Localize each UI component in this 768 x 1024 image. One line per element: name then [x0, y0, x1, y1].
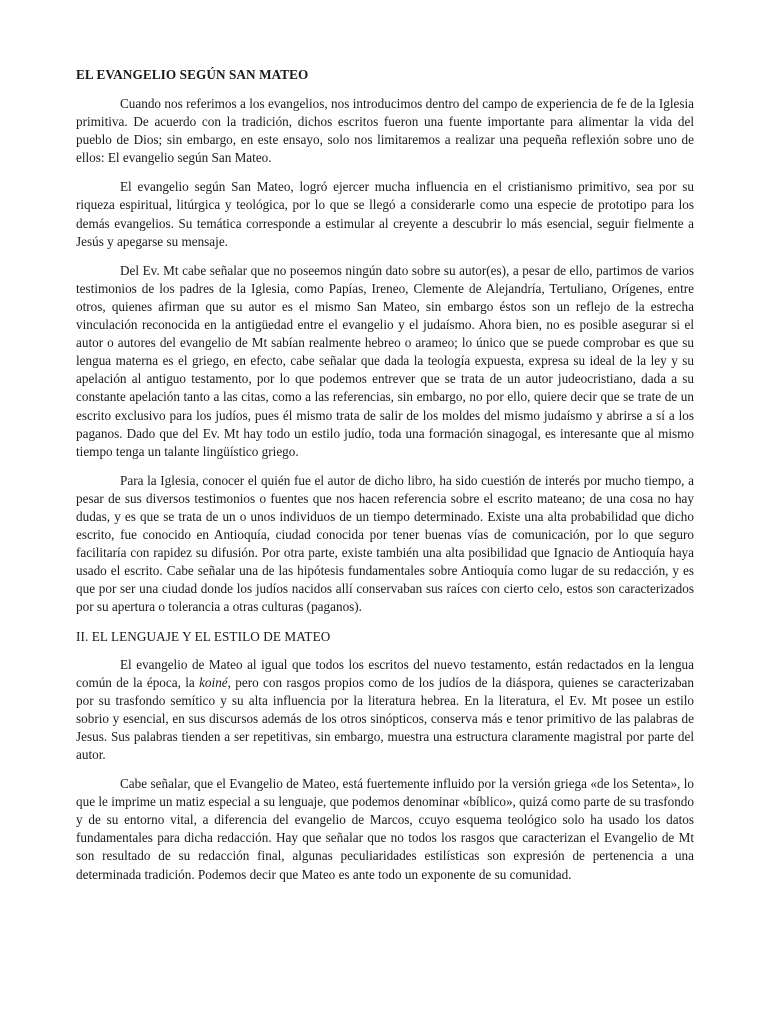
- koine-italic-term: koiné: [199, 674, 228, 690]
- paragraph-antioquia: Para la Iglesia, conocer el quién fue el autor de dicho libro, ha sido cuestión de interés por mucho tiempo, a pesar de sus diversos testimonios o fuentes que nos hacen referencia sobre el escrito mateano; de una cosa no hay dudas, y es que se trata de un o unos individuos de un tiempo determinado. Existe una alta probabilidad que dicho escrito, fue conocido en Antioquía, ciudad conocida por tener buenas vías de comunicación, por lo que seguro facilitaría con rapidez su difusión. Por otra parte, existe también una alta posibilidad que Ignacio de Antioquía haya usado el escrito. Cabe señalar una de las hipótesis fundamentales sobre Antioquía como lugar de su redacción, y es que por ser una ciudad donde los judíos nacidos allí conservaban sus raíces con cierto celo, estos son caracterizados por su apertura o tolerancia a otras culturas (paganos).: [76, 472, 694, 615]
- section-title: II. EL LENGUAJE Y EL ESTILO DE MATEO: [76, 628, 331, 644]
- paragraph-septuagint: Cabe señalar, que el Evangelio de Mateo, está fuertemente influido por la versión griega «de los Setenta», lo que le imprime un matiz especial a su lenguaje, que podemos denominar «bíblico», quizá como parte de su trasfondo y de su entorno vital, a diferencia del evangelio de Marcos, ccuyo esquema teológico solo ha usado los datos fundamentales para dicha redacción. Hay que señalar que no todos los rasgos que caracterizan el Evangelio de Mt son resultado de su redacción final, algunas peculiaridades estilísticas son expresión de pertenencia a una determinada tradición. Podemos decir que Mateo es ante todo un exponente de su comunidad.: [76, 776, 694, 882]
- paragraph-language: [76, 656, 694, 765]
- document-title: EL EVANGELIO SEGÚN SAN MATEO: [76, 67, 309, 82]
- paragraph-author: Del Ev. Mt cabe señalar que no poseemos ningún dato sobre su autor(es), a pesar de ello, partimos de varios testimonios de los padres de la Iglesia, como Papías, Ireneo, Clemente de Alejandría, Tertuliano, Orígenes, entre otros, quienes afirman que su autor es el mismo San Mateo, sin embargo éstos son un reflejo de la estrecha vinculación reconocida en la antigüedad entre el evangelio y el judaísmo. Ahora bien, no es posible asegurar si el autor o autores del evangelio de Mt sabían realmente hebreo o arameo; lo único que se puede comprobar es que su lengua materna es el griego, en efecto, cabe señalar que dada la teología expuesta, expresa su ideal de la ley y su apelación al antiguo testamento, por lo que podemos entrever que se trata de un autor judeocristiano, dada a su constante apelación tanto a las citas, como a las referencias, sin embargo, no por ello, quiere decir que se trate de un escrito exclusivo para los judíos, pues él mismo trata de salir de los moldes del mismo judaísmo y abrirse a sí a los paganos. Dado que del Ev. Mt hay todo un estilo judío, toda una formación sinagogal, es interesante que al mismo tiempo tenga un talante lingüístico griego.: [76, 262, 694, 459]
- document-page: [76, 66, 694, 895]
- paragraph-intro: Cuando nos referimos a los evangelios, nos introducimos dentro del campo de experiencia de fe de la Iglesia primitiva. De acuerdo con la tradición, dichos escritos fueron una fuente importante para alimentar la vida del pueblo de Dios; sin embargo, en este ensayo, solo nos limitaremos a realizar una pequeña reflexión sobre uno de ellos: El evangelio según San Mateo.: [76, 96, 694, 166]
- paragraph-language-text-after: , pero con rasgos propios como de los judíos de la diáspora, quienes se caracterizaban por su trasfondo semítico y su alta influencia por la literatura hebrea. En la literatura, el Ev. Mt posee un estilo sobrio y esencial, en sus discursos además de los otros sinópticos, conserva más e tenor primitivo de las palabras de Jesus. Sus palabras tienden a ser repetitivas, sin embargo, muestra una estructura claramente magistral por parte del autor.: [76, 674, 694, 762]
- paragraph-influence: El evangelio según San Mateo, logró ejercer mucha influencia en el cristianismo primitivo, sea por su riqueza espiritual, litúrgica y teológica, por lo que se llegó a considerarle como una especie de prototipo para los demás evangelios. Su temática corresponde a estimular al creyente a descubrir lo más esencial, seguir fielmente a Jesús y apegarse su mensaje.: [76, 179, 694, 249]
- paragraph-language-text-before: El evangelio de Mateo al igual que todos los escritos del nuevo testamento, están redactados en la lengua común de la época, la: [76, 656, 694, 690]
